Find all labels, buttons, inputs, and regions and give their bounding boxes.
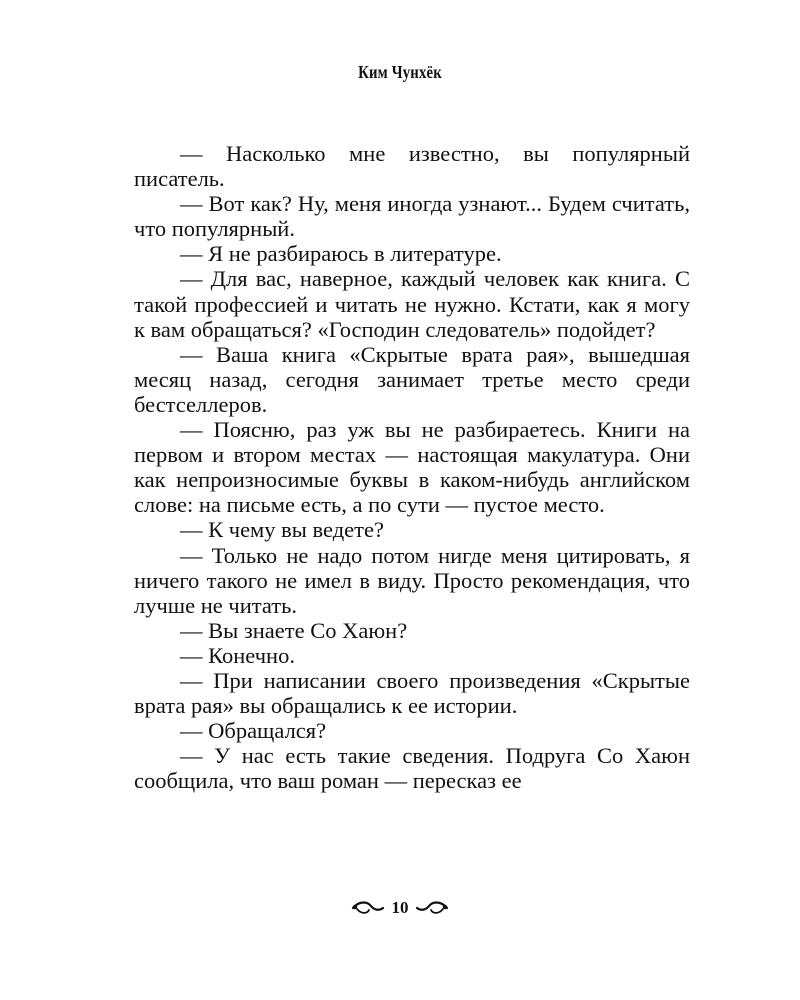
running-title: Ким Чунхёк [358, 62, 442, 82]
paragraph: — Я не разбираюсь в литературе. [180, 241, 502, 267]
ornament-left-icon [351, 900, 385, 916]
paragraph: — Обращался? [180, 718, 327, 744]
paragraph: — Для вас, наверное, каждый человек как книга. С такой профессией и читать не нужно. Кстати, как я могу к вам обращаться? «Господин следователь» подойдет? [134, 266, 690, 342]
body-text [134, 141, 690, 793]
ornament-right-icon [415, 900, 449, 916]
paragraph: — Вы знаете Со Хаюн? [180, 617, 408, 643]
page-folio [0, 897, 800, 918]
paragraph: — Только не надо потом нигде меня цитировать, я ничего такого не имел в виду. Просто рекомендация, что лучше не читать. [134, 542, 690, 618]
page-number: 10 [391, 898, 409, 918]
paragraph: — Поясню, раз уж вы не разбираетесь. Книги на первом и втором местах — настоящая макулатура. Они как непроизносимые буквы в каком-нибудь английском слове: на письме есть, а по сути — пустое место. [134, 417, 690, 518]
paragraph: — При написании своего произведения «Скрытые врата рая» вы обращались к ее истории. [134, 667, 690, 719]
paragraph: — Конечно. [180, 642, 295, 668]
paragraph: — К чему вы ведете? [180, 517, 384, 543]
paragraph: — У нас есть такие сведения. Подруга Со Хаюн сообщила, что ваш роман — пересказ ее [134, 743, 690, 794]
paragraph: — Вот как? Ну, меня иногда узнают... Будем считать, что популярный. [134, 191, 690, 242]
paragraph: — Ваша книга «Скрытые врата рая», вышедшая месяц назад, сегодня занимает третье место среди бестселлеров. [134, 341, 690, 417]
paragraph: — Насколько мне известно, вы популярный писатель. [134, 141, 690, 192]
